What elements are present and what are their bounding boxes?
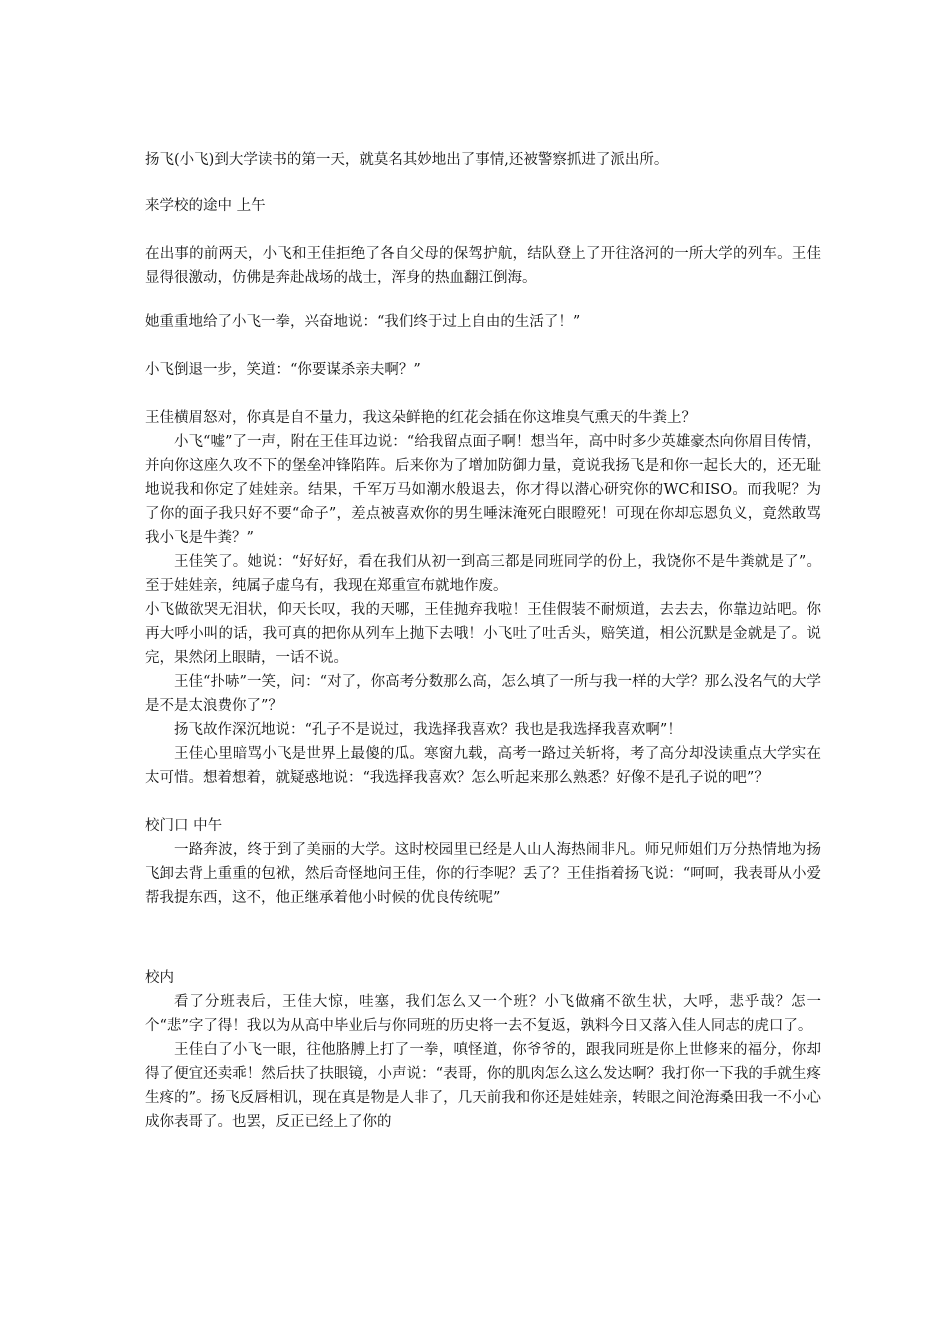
paragraph-intro: 扬飞(小飞)到大学读书的第一天，就莫名其妙地出了事情,还被警察抓进了派出所。 [145,152,669,168]
paragraph: 扬飞故作深沉地说：“孔子不是说过，我选择我喜欢？我也是我选择我喜欢啊”！ [174,722,682,738]
paragraph: 她重重地给了小飞一拳，兴奋地说：“我们终于过上自由的生活了！” [145,314,581,330]
paragraph: 王佳心里暗骂小飞是世界上最傻的瓜。寒窗九载，高考一路过关斩将，考了高分却没读重点大学实在太可惜。想着想着，就疑惑地说：“我选择我喜欢？怎么听起来那么熟悉？好像不是孔子说的吧”？ [145,746,821,786]
section-heading-on-the-way: 来学校的途中 上午 [145,198,266,214]
paragraph: 王佳笑了。她说：“好好好，看在我们从初一到高三都是同班同学的份上，我饶你不是牛粪就是了”。至于娃娃亲，纯属子虚乌有，我现在郑重宣布就地作废。 [145,554,821,594]
paragraph: 看了分班表后，王佳大惊，哇塞，我们怎么又一个班？小飞做痛不欲生状，大呼，悲乎哉？怎一个“悲”字了得！我以为从高中毕业后与你同班的历史将一去不复返，孰料今日又落入佳人同志的虎口了。 [145,994,821,1034]
paragraph: 王佳横眉怒对，你真是自不量力，我这朵鲜艳的红花会插在你这堆臭气熏天的牛粪上？ [145,410,696,426]
paragraph: 小飞倒退一步，笑道：“你要谋杀亲夫啊？” [145,362,421,378]
section-heading-on-campus: 校内 [145,970,174,986]
paragraph: 小飞“嘘”了一声，附在王佳耳边说：“给我留点面子啊！想当年，高中时多少英雄豪杰向你眉目传情，并向你这座久攻不下的堡垒冲锋陷阵。后来你为了增加防御力量，竟说我扬飞是和你一起长大的，还无耻地说我和你定了娃娃亲。结果，千军万马如潮水般退去，你才得以潜心研究你的WC和ISO。而我呢？为了你的面子我只好不要“命子”，差点被喜欢你的男生唾沫淹死白眼瞪死！可现在你却忘恩负义，竟然敢骂我小飞是牛粪？” [145,434,821,546]
section-heading-school-gate: 校门口 中午 [145,818,223,834]
paragraph: 一路奔波，终于到了美丽的大学。这时校园里已经是人山人海热闹非凡。师兄师姐们万分热情地为扬飞卸去背上重重的包袱，然后奇怪地问王佳，你的行李呢？丢了？王佳指着扬飞说：“呵呵，我表哥从小爱帮我提东西，这不，他正继承着他小时候的优良传统呢” [145,842,821,906]
paragraph: 王佳“扑哧”一笑，问：“对了，你高考分数那么高，怎么填了一所与我一样的大学？那么没名气的大学是不是太浪费你了”？ [145,674,821,714]
paragraph: 小飞做欲哭无泪状，仰天长叹，我的天哪，王佳抛弃我啦！王佳假装不耐烦道，去去去，你靠边站吧。你再大呼小叫的话，我可真的把你从列车上抛下去哦！小飞吐了吐舌头，赔笑道，相公沉默是金就是了。说完，果然闭上眼睛，一话不说。 [145,602,821,666]
paragraph: 在出事的前两天，小飞和王佳拒绝了各自父母的保驾护航，结队登上了开往洛河的一所大学的列车。王佳显得很激动，仿佛是奔赴战场的战士，浑身的热血翻江倒海。 [145,246,821,286]
document-page [145,148,821,1134]
paragraph: 王佳白了小飞一眼，往他胳膊上打了一拳，嗔怪道，你爷爷的，跟我同班是你上世修来的福分，你却得了便宜还卖乖！然后扶了扶眼镜，小声说：“表哥，你的肌肉怎么这么发达啊？我打你一下我的手就生疼生疼的”。扬飞反唇相讥，现在真是物是人非了，几天前我和你还是娃娃亲，转眼之间沧海桑田我一不小心成你表哥了。也罢，反正已经上了你的 [145,1042,821,1130]
